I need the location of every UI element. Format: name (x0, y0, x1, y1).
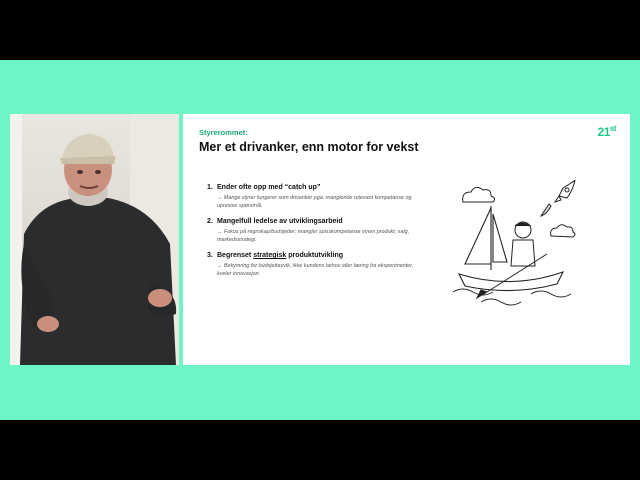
point-title (207, 218, 422, 225)
rocket-icon (541, 180, 575, 216)
slide-title: Mer et drivanker, enn motor for vekst (199, 140, 419, 154)
sailboat-icon (459, 206, 563, 291)
point-item (207, 252, 422, 278)
point-detail: → Mange styrer fungerer som drivanker pga. manglende relevant kompetanse og upresise spørsmål. (217, 195, 412, 209)
cloud-icon (463, 187, 495, 202)
point-detail: → Fokus på regnskap/budsjetter; mangler spisskompetanse innen produkt, salg, markedsstrategi. (217, 229, 410, 243)
speaker-figure (10, 114, 179, 365)
point-number: 1. (207, 184, 213, 191)
logo-sup: st (609, 124, 616, 133)
point-title-pre: Begrenset (217, 252, 254, 259)
slide-kicker: Styrerommet: (199, 128, 248, 137)
sailboat-illustration (451, 180, 591, 310)
wave-icon (453, 289, 571, 305)
point-number: 2. (207, 218, 213, 225)
point-item (207, 218, 422, 244)
point-title-text: Mangelfull ledelse av utviklingsarbeid (217, 218, 343, 225)
speaker-video (10, 114, 179, 365)
point-title (207, 184, 422, 191)
point-detail: → Bekymring for budsjettavvik, ikke kundens behov eller læring fra eksperimenter, kveler innovasjon. (217, 263, 414, 277)
presentation-slide (183, 114, 630, 365)
point-number: 3. (207, 252, 213, 259)
point-title (207, 252, 422, 259)
point-title-post: produktutvikling (286, 252, 344, 259)
point-title-underlined: strategisk (253, 252, 287, 259)
letterbox-bottom (0, 420, 640, 480)
cloud-icon (551, 225, 575, 237)
point-title-text: Ender ofte opp med “catch up” (217, 184, 321, 191)
company-logo (598, 124, 616, 139)
letterbox-top (0, 0, 640, 60)
logo-text: 21 (597, 125, 610, 139)
points-list (207, 184, 422, 286)
point-item (207, 184, 422, 210)
video-stage (0, 60, 640, 420)
